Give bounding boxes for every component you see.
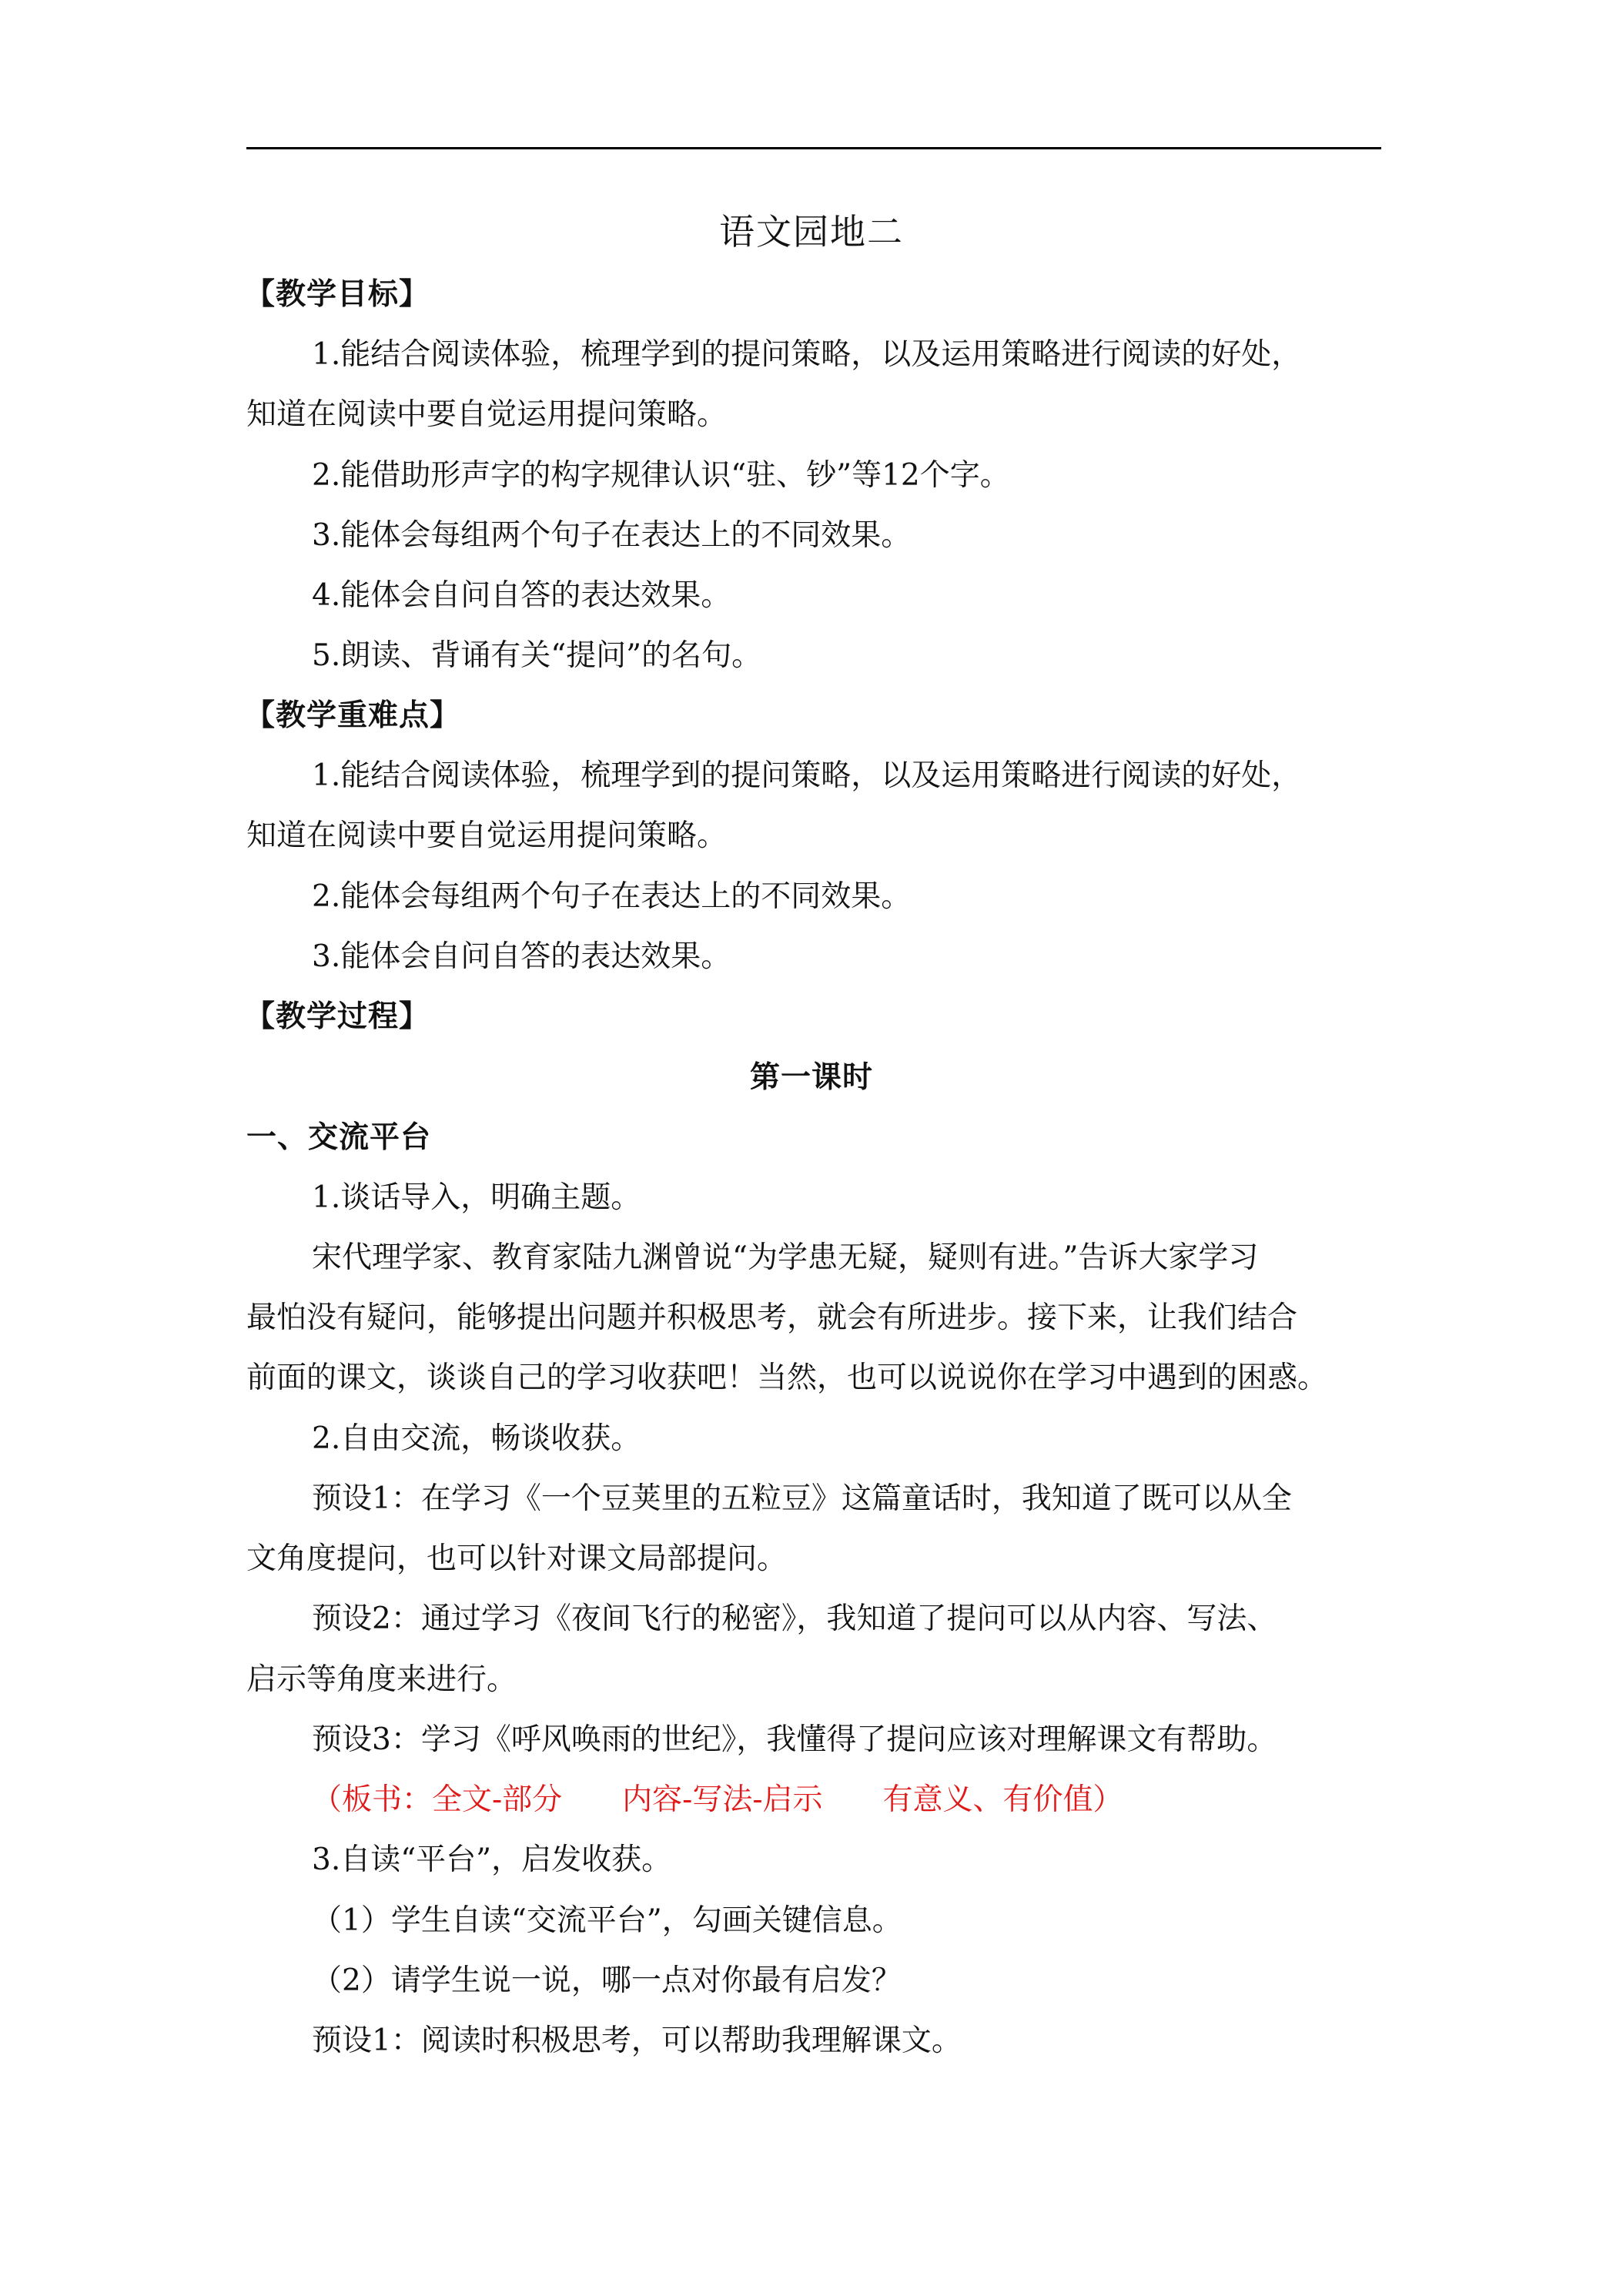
board-note: （板书：全文-部分 内容-写法-启示 有意义、有价值） xyxy=(312,1782,1123,1817)
process-line-6: 预设1：在学习《一个豆荚里的五粒豆》这篇童话时，我知道了既可以从全 xyxy=(312,1481,1292,1516)
process-line-10: 预设3：学习《呼风唤雨的世纪》，我懂得了提问应该对理解课文有帮助。 xyxy=(312,1722,1277,1757)
objective-3: 3.能体会每组两个句子在表达上的不同效果。 xyxy=(312,518,912,553)
lesson-heading: 第一课时 xyxy=(749,1060,873,1095)
process-line-15: 预设1：阅读时积极思考，可以帮助我理解课文。 xyxy=(312,2023,962,2058)
process-line-1: 1.谈话导入，明确主题。 xyxy=(312,1180,641,1215)
key-point-1-cont: 知道在阅读中要自觉运用提问策略。 xyxy=(246,818,728,853)
key-point-2: 2.能体会每组两个句子在表达上的不同效果。 xyxy=(312,879,912,914)
process-heading: 【教学过程】 xyxy=(245,999,430,1034)
objective-1: 1.能结合阅读体验，梳理学到的提问策略，以及运用策略进行阅读的好处， xyxy=(312,337,1302,372)
process-line-9: 启示等角度来进行。 xyxy=(246,1662,517,1697)
key-point-1: 1.能结合阅读体验，梳理学到的提问策略，以及运用策略进行阅读的好处， xyxy=(312,758,1302,793)
objective-1-cont: 知道在阅读中要自觉运用提问策略。 xyxy=(246,397,728,432)
header-rule xyxy=(246,147,1381,149)
process-line-2: 宋代理学家、教育家陆九渊曾说“为学患无疑，疑则有进。”告诉大家学习 xyxy=(312,1240,1259,1275)
process-line-14: （2）请学生说一说，哪一点对你最有启发？ xyxy=(312,1963,902,1998)
objectives-heading: 【教学目标】 xyxy=(245,277,430,312)
key-points-heading: 【教学重难点】 xyxy=(245,698,461,733)
document-title: 语文园地二 xyxy=(719,211,904,253)
objective-2: 2.能借助形声字的构字规律认识“驻、钞”等12个字。 xyxy=(312,458,1010,493)
process-line-8: 预设2：通过学习《夜间飞行的秘密》，我知道了提问可以从内容、写法、 xyxy=(312,1602,1277,1636)
process-line-12: 3.自读“平台”，启发收获。 xyxy=(312,1842,672,1877)
process-line-7: 文角度提问，也可以针对课文局部提问。 xyxy=(246,1541,788,1576)
objective-5: 5.朗读、背诵有关“提问”的名句。 xyxy=(312,638,762,673)
key-point-3: 3.能体会自问自答的表达效果。 xyxy=(312,939,731,974)
section-heading: 一、交流平台 xyxy=(246,1120,432,1155)
objective-4: 4.能体会自问自答的表达效果。 xyxy=(312,578,731,613)
process-line-4: 前面的课文，谈谈自己的学习收获吧！当然，也可以说说你在学习中遇到的困惑。 xyxy=(246,1361,1328,1395)
process-line-3: 最怕没有疑问，能够提出问题并积极思考，就会有所进步。接下来，让我们结合 xyxy=(246,1300,1298,1335)
process-line-5: 2.自由交流，畅谈收获。 xyxy=(312,1421,641,1456)
process-line-13: （1）学生自读“交流平台”，勾画关键信息。 xyxy=(312,1903,902,1938)
